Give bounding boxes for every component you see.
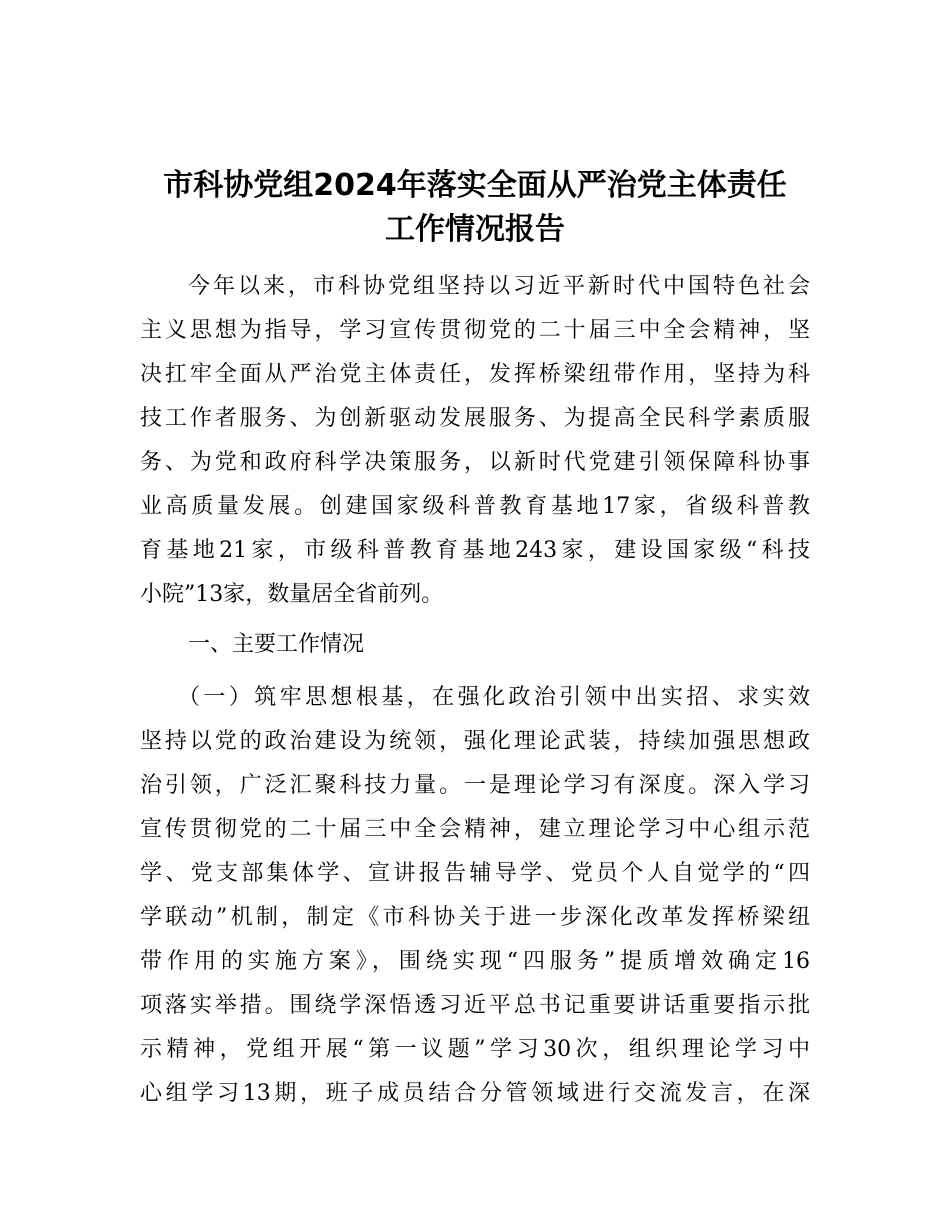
paragraph-line: 技工作者服务、为创新驱动发展服务、为提高全民科学素质服 [140,406,810,431]
paragraph-line: 坚持以党的政治建设为统领，强化理论武装，持续加强思想政 [140,729,810,754]
subsection-heading: （一）筑牢思想根基，在强化政治引领中出实招、求实效 [178,685,810,710]
section-heading: 一、主要工作情况 [188,632,365,657]
paragraph-line: 心组学习13期，班子成员结合分管领域进行交流发言，在深 [140,1081,810,1106]
paragraph-line: 带作用的实施方案》，围绕实现“四服务”提质增效确定16 [140,949,810,974]
document-title-line-2: 工作情况报告 [385,212,565,247]
document-title-line-1: 市科协党组2024年落实全面从严治党主体责任 [163,168,787,203]
paragraph-line: 育基地21家，市级科普教育基地243家，建设国家级“科技 [140,538,810,563]
paragraph-line: 学、党支部集体学、宣讲报告辅导学、党员个人自觉学的“四 [140,861,810,886]
paragraph-line: 示精神，党组开展“第一议题”学习30次，组织理论学习中 [140,1037,810,1062]
paragraph-line: 治引领，广泛汇聚科技力量。一是理论学习有深度。深入学习 [140,773,810,798]
paragraph-line: 主义思想为指导，学习宣传贯彻党的二十届三中全会精神，坚 [140,318,810,343]
paragraph-line: 小院”13家，数量居全省前列。 [140,582,444,607]
paragraph-line: 今年以来，市科协党组坚持以习近平新时代中国特色社会 [188,274,810,299]
paragraph-line: 务、为党和政府科学决策服务，以新时代党建引领保障科协事 [140,450,810,475]
paragraph-line: 学联动”机制，制定《市科协关于进一步深化改革发挥桥梁纽 [140,905,810,930]
paragraph-line: 决扛牢全面从严治党主体责任，发挥桥梁纽带作用，坚持为科 [140,362,810,387]
paragraph-line: 业高质量发展。创建国家级科普教育基地17家，省级科普教 [140,494,810,519]
paragraph-line: 宣传贯彻党的二十届三中全会精神，建立理论学习中心组示范 [140,817,810,842]
paragraph-line: 项落实举措。围绕学深悟透习近平总书记重要讲话重要指示批 [140,993,810,1018]
